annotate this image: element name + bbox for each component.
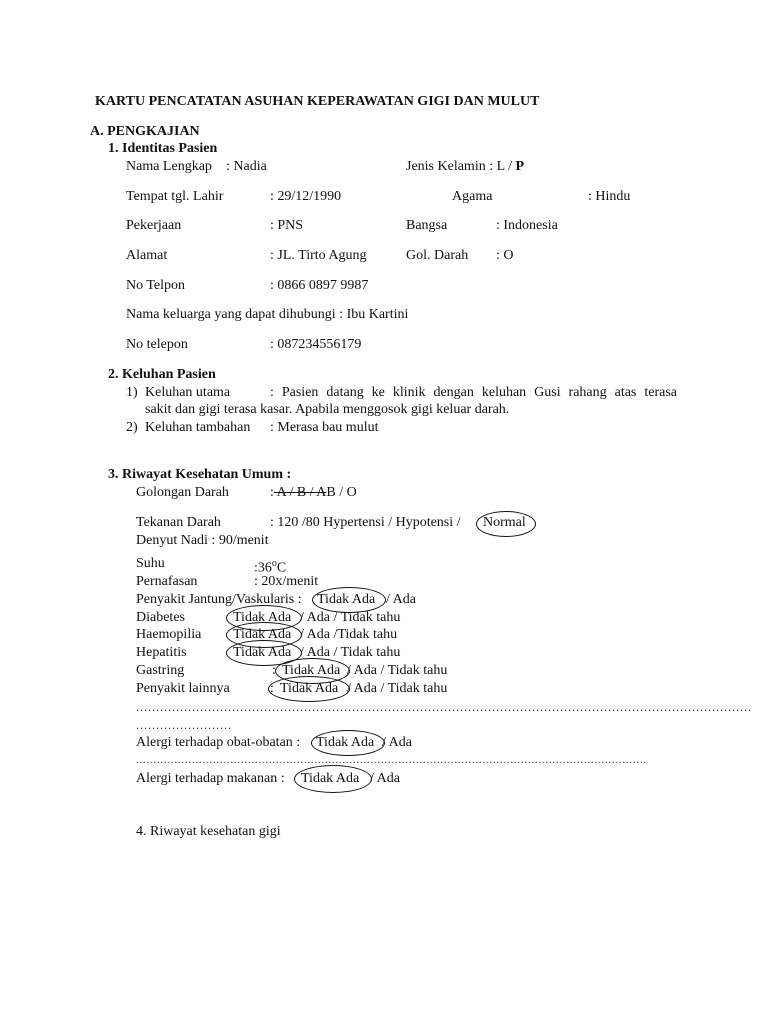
penyakit-lain-label: Penyakit lainnya (136, 681, 230, 696)
ttl-label: Tempat tgl. Lahir (126, 189, 224, 204)
golongan-darah-label: Golongan Darah (136, 485, 229, 500)
keluhan-heading: 2. Keluhan Pasien (108, 367, 216, 382)
selection-circle (311, 730, 385, 756)
diabetes-label: Diabetes (136, 610, 185, 625)
golongan-darah-value (270, 485, 357, 501)
haemopilia-rest: / Ada /Tidak tahu (300, 627, 398, 642)
pernafasan-value: : 20x/menit (254, 574, 319, 589)
keluhan-utama-label: Keluhan utama (145, 385, 231, 400)
suhu-label: Suhu (136, 556, 165, 571)
telp2-value: : 087234556179 (270, 337, 362, 352)
pekerjaan-value: : PNS (270, 218, 304, 233)
penyakit-lain-selected: Tidak Ada (280, 681, 339, 696)
penyakit-lain-rest: / Ada / Tidak tahu (347, 681, 448, 696)
penyakit-lain-colon: : (270, 681, 274, 696)
telp-label: No Telpon (126, 278, 186, 293)
suhu-value: :36 (254, 560, 272, 576)
gastring-rest: / Ada / Tidak tahu (347, 663, 448, 678)
tekanan-darah-selected: Normal (483, 515, 526, 530)
denyut-nadi: Denyut Nadi : 90/menit (136, 533, 269, 548)
keluhan-utama-line1: : Pasien datang ke klinik dengan keluhan Gusi rahang atas terasa (270, 385, 677, 400)
golongan-darah-struck: A / B / A (273, 485, 327, 500)
hepatitis-selected: Tidak Ada (233, 645, 292, 660)
gastring-label: Gastring (136, 663, 185, 678)
alamat-label: Alamat (126, 248, 168, 263)
jantung-rest: / Ada (386, 592, 416, 607)
alergi-makanan-label: Alergi terhadap makanan : (136, 771, 285, 786)
jantung-selected: Tidak Ada (317, 592, 376, 607)
diabetes-rest: / Ada / Tidak tahu (300, 610, 401, 625)
riwayat-heading: 3. Riwayat Kesehatan Umum : (108, 467, 292, 482)
document-title: KARTU PENCATATAN ASUHAN KEPERAWATAN GIGI DAN MULUT (95, 94, 540, 109)
agama-value: : Hindu (588, 189, 631, 204)
alamat-value: : JL. Tirto Agung (270, 248, 367, 263)
hepatitis-rest: / Ada / Tidak tahu (300, 645, 401, 660)
jantung-label: Penyakit Jantung/Vaskularis : (136, 592, 302, 607)
alergi-makanan-selected: Tidak Ada (301, 771, 360, 786)
selection-circle (294, 765, 372, 793)
alergi-makanan-rest: / Ada (370, 771, 400, 786)
alergi-obat-label: Alergi terhadap obat-obatan : (136, 735, 301, 750)
riwayat-gigi-heading: 4. Riwayat kesehatan gigi (136, 824, 281, 839)
golongan-darah-rest: B / O (326, 485, 357, 500)
gastring-selected: Tidak Ada (282, 663, 341, 678)
bangsa-label: Bangsa (406, 218, 448, 233)
keluhan-tambahan-value: : Merasa bau mulut (270, 420, 379, 435)
dotted-line: .......................................................................................................................................................... (136, 700, 752, 714)
gol-darah-label: Gol. Darah (406, 248, 469, 263)
selection-circle (268, 676, 350, 702)
suhu-degree: o (271, 558, 277, 569)
hepatitis-label: Hepatitis (136, 645, 187, 660)
nama-value: : Nadia (226, 159, 267, 174)
golongan-darah-colon: : (270, 485, 274, 500)
dotted-line: ........................ (136, 718, 232, 732)
telp-value: : 0866 0897 9987 (270, 278, 369, 293)
diabetes-selected: Tidak Ada (233, 610, 292, 625)
nama-label: Nama Lengkap (126, 159, 212, 174)
identitas-heading: 1. Identitas Pasien (108, 141, 218, 156)
keluhan-utama-line2: sakit dan gigi terasa kasar. Apabila menggosok gigi keluar darah. (145, 402, 510, 417)
jenis-kelamin-selected: P (515, 159, 525, 174)
pernafasan-label: Pernafasan (136, 574, 198, 589)
pekerjaan-label: Pekerjaan (126, 218, 182, 233)
jenis-kelamin-field (406, 159, 524, 175)
bangsa-value: : Indonesia (496, 218, 558, 233)
tekanan-darah-value: : 120 /80 Hypertensi / Hypotensi / (270, 515, 461, 530)
gastring-colon: : (272, 663, 276, 678)
agama-label: Agama (452, 189, 493, 204)
keluarga-line: Nama keluarga yang dapat dihubungi : Ibu Kartini (126, 307, 409, 322)
suhu-unit: C (276, 560, 287, 576)
section-pengkajian: A. PENGKAJIAN (90, 124, 200, 139)
dotted-line: .................................................................................................................................................. (136, 755, 647, 766)
tekanan-darah-label: Tekanan Darah (136, 515, 221, 530)
alergi-obat-rest: / Ada (382, 735, 412, 750)
ttl-value: : 29/12/1990 (270, 189, 342, 204)
haemopilia-label: Haemopilia (136, 627, 202, 642)
keluhan-utama-num: 1) (126, 385, 138, 400)
selection-circle (476, 511, 536, 537)
telp2-label: No telepon (126, 337, 188, 352)
keluhan-tambahan-num: 2) (126, 420, 138, 435)
keluhan-tambahan-label: Keluhan tambahan (145, 420, 251, 435)
jenis-kelamin-label: Jenis Kelamin : L / (406, 159, 516, 174)
haemopilia-selected: Tidak Ada (233, 627, 292, 642)
gol-darah-value: : O (496, 248, 514, 263)
alergi-obat-selected: Tidak Ada (316, 735, 375, 750)
